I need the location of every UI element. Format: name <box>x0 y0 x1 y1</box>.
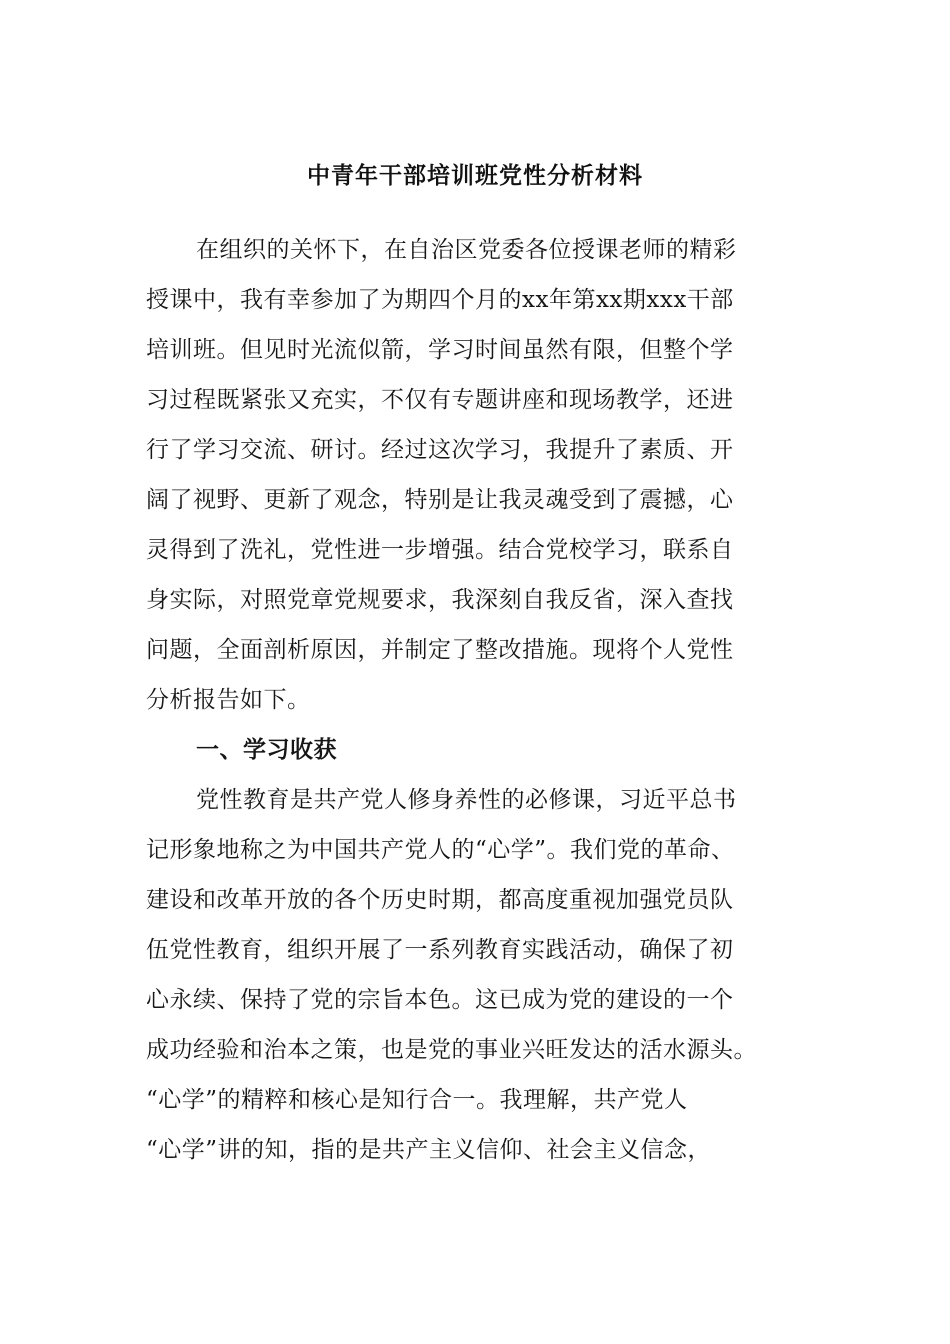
section-heading: 一、学习收获 <box>196 737 337 763</box>
paragraph-line: 记形象地称之为中国共产党人的“心学”。我们党的革命、 <box>146 837 735 863</box>
paragraph-line: 成功经验和治本之策，也是党的事业兴旺发达的活水源头。 <box>146 1037 757 1063</box>
paragraph-line: 身实际，对照党章党规要求，我深刻自我反省，深入查找 <box>146 587 734 613</box>
paragraph-line: 培训班。但见时光流似箭，学习时间虽然有限，但整个学 <box>146 337 734 363</box>
paragraph-line: 建设和改革开放的各个历史时期，都高度重视加强党员队 <box>146 887 734 913</box>
paragraph-line: 灵得到了洗礼，党性进一步增强。结合党校学习，联系自 <box>146 537 734 563</box>
paragraph-line: 心永续、保持了党的宗旨本色。这已成为党的建设的一个 <box>146 987 734 1013</box>
paragraph-line: 问题，全面剖析原因，并制定了整改措施。现将个人党性 <box>146 637 734 663</box>
paragraph-line: 行了学习交流、研讨。经过这次学习，我提升了素质、开 <box>146 437 734 463</box>
paragraph-line: 阔了视野、更新了观念，特别是让我灵魂受到了震撼，心 <box>146 487 734 513</box>
paragraph-line: 分析报告如下。 <box>146 687 311 713</box>
paragraph-line: “心学”的精粹和核心是知行合一。我理解，共产党人 <box>146 1087 688 1113</box>
paragraph-line: 授课中，我有幸参加了为期四个月的xx年第xx期xxx干部 <box>146 287 734 313</box>
paragraph-line: 习过程既紧张又充实，不仅有专题讲座和现场教学，还进 <box>146 387 734 413</box>
paragraph-line: “心学”讲的知，指的是共产主义信仰、社会主义信念， <box>146 1137 712 1163</box>
paragraph-line: 党性教育是共产党人修身养性的必修课，习近平总书 <box>196 787 737 813</box>
document-title: 中青年干部培训班党性分析材料 <box>307 163 643 189</box>
paragraph-line: 在组织的关怀下，在自治区党委各位授课老师的精彩 <box>196 237 737 263</box>
paragraph-line: 伍党性教育，组织开展了一系列教育实践活动，确保了初 <box>146 937 734 963</box>
